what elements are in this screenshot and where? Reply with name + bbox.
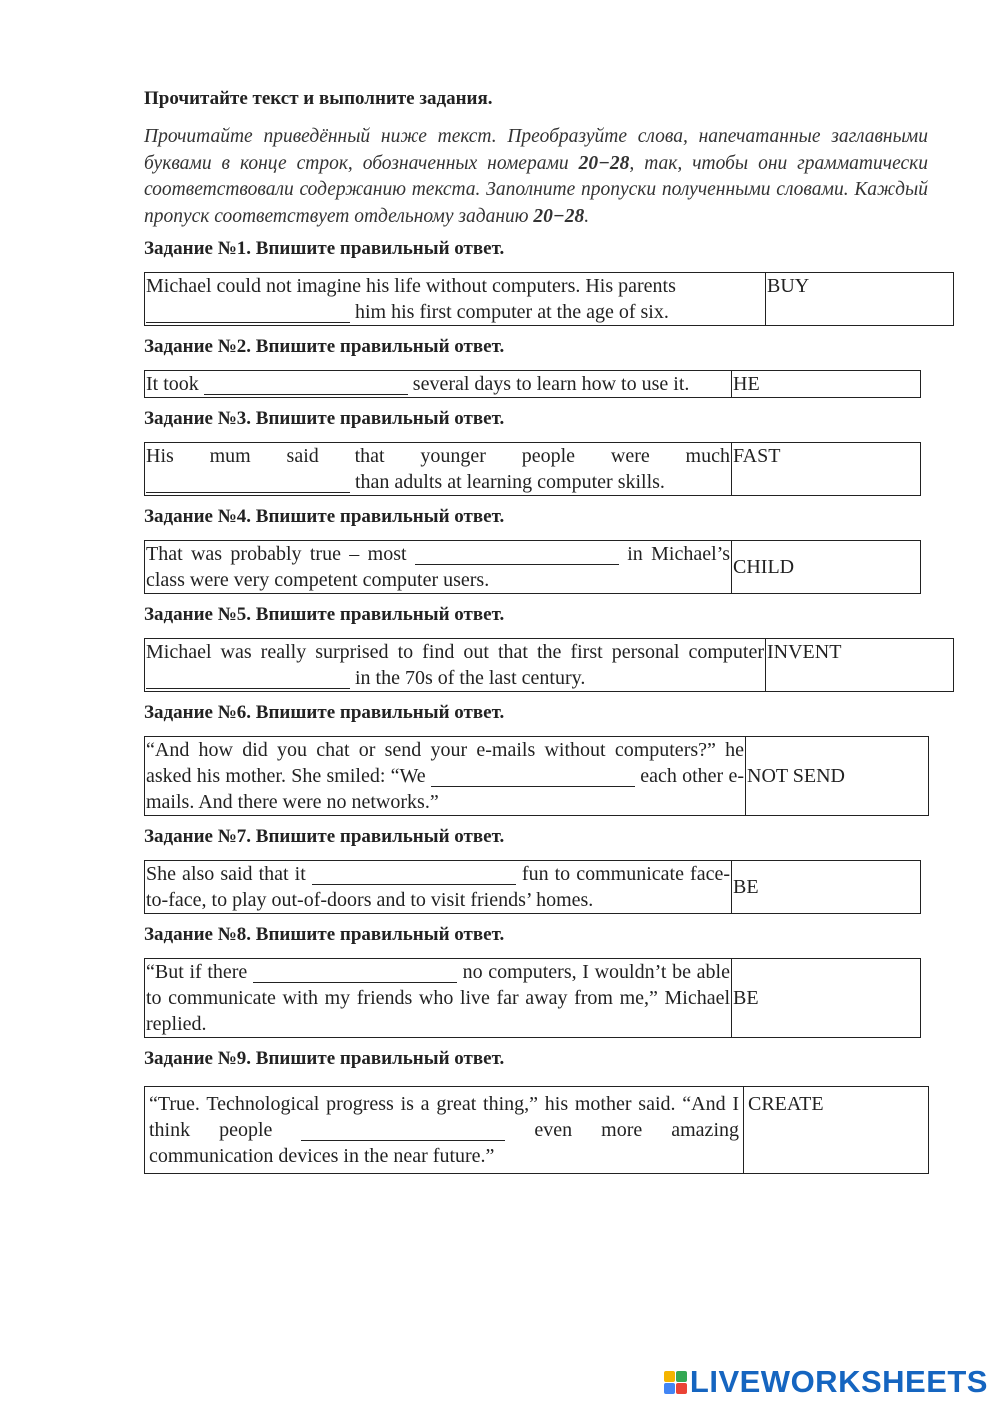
liveworksheets-logo <box>664 1364 988 1400</box>
page-heading: Прочитайте текст и выполните задания. <box>144 88 493 109</box>
instructions: Прочитайте приведённый ниже текст. Преобразуйте слова, напечатанные заглавными буквами в конце строк, обозначенных номерами 20−28, так, чтобы они грамматически соответствовали содержанию текста. Заполните пропуски полученными словами. Каждый пропуск соответствует отдельному заданию 20−28. <box>144 126 928 227</box>
task-sentence-2: It took several days to learn how to use it. <box>145 371 732 398</box>
task-table-5 <box>144 638 954 692</box>
task-table-9 <box>144 1086 929 1174</box>
task-title-5: Задание №5. Впишите правильный ответ. <box>144 604 505 625</box>
task-table-4 <box>144 540 921 594</box>
task-title-6: Задание №6. Впишите правильный ответ. <box>144 702 505 723</box>
task-sentence-5: Michael was really surprised to find out that the first personal computer in the 70s of the last century. <box>145 639 766 692</box>
task-title-2: Задание №2. Впишите правильный ответ. <box>144 336 505 357</box>
task-sentence-1: Michael could not imagine his life without computers. His parents him his first computer at the age of six. <box>145 273 766 326</box>
task-title-7: Задание №7. Впишите правильный ответ. <box>144 826 505 847</box>
answer-input-2[interactable] <box>204 376 408 395</box>
task-word-3: FAST <box>732 443 921 496</box>
task-table-6 <box>144 736 929 816</box>
task-word-7: BE <box>732 861 921 914</box>
logo-text: LIVEWORKSHEETS <box>689 1364 988 1399</box>
task-sentence-4: That was probably true – most in Michael’s class were very competent computer users. <box>145 541 732 594</box>
task-word-9: CREATE <box>744 1087 929 1174</box>
answer-input-6[interactable] <box>431 768 635 787</box>
task-title-9: Задание №9. Впишите правильный ответ. <box>144 1048 505 1069</box>
liveworksheets-logo-icon <box>664 1371 687 1394</box>
answer-input-1[interactable] <box>146 304 350 323</box>
task-table-2 <box>144 370 921 398</box>
answer-input-3[interactable] <box>146 474 350 493</box>
answer-input-9[interactable] <box>301 1122 505 1141</box>
answer-input-4[interactable] <box>415 546 619 565</box>
task-sentence-9: “True. Technological progress is a great thing,” his mother said. “And I think people even more amazing communication devices in the near future.” <box>145 1087 744 1174</box>
task-table-8 <box>144 958 921 1038</box>
task-table-7 <box>144 860 921 914</box>
answer-input-5[interactable] <box>146 670 350 689</box>
task-table-1 <box>144 272 954 326</box>
worksheet <box>144 88 956 1182</box>
task-word-4: CHILD <box>732 541 921 594</box>
task-table-3 <box>144 442 921 496</box>
task-sentence-8: “But if there no computers, I wouldn’t be able to communicate with my friends who live far away from me,” Michael replied. <box>145 959 732 1038</box>
answer-input-7[interactable] <box>312 866 516 885</box>
task-sentence-3: His mum said that younger people were much than adults at learning computer skills. <box>145 443 732 496</box>
task-sentence-6: “And how did you chat or send your e-mails without computers?” he asked his mother. She smiled: “We each other e-mails. And there were no networks.” <box>145 737 746 816</box>
task-title-4: Задание №4. Впишите правильный ответ. <box>144 506 505 527</box>
task-word-2: HE <box>732 371 921 398</box>
task-word-6: NOT SEND <box>746 737 929 816</box>
task-word-1: BUY <box>766 273 954 326</box>
task-sentence-7: She also said that it fun to communicate face-to-face, to play out-of-doors and to visit friends’ homes. <box>145 861 732 914</box>
task-word-8: BE <box>732 959 921 1038</box>
task-title-1: Задание №1. Впишите правильный ответ. <box>144 238 505 259</box>
task-word-5: INVENT <box>766 639 954 692</box>
answer-input-8[interactable] <box>253 964 457 983</box>
task-title-8: Задание №8. Впишите правильный ответ. <box>144 924 505 945</box>
task-title-3: Задание №3. Впишите правильный ответ. <box>144 408 505 429</box>
